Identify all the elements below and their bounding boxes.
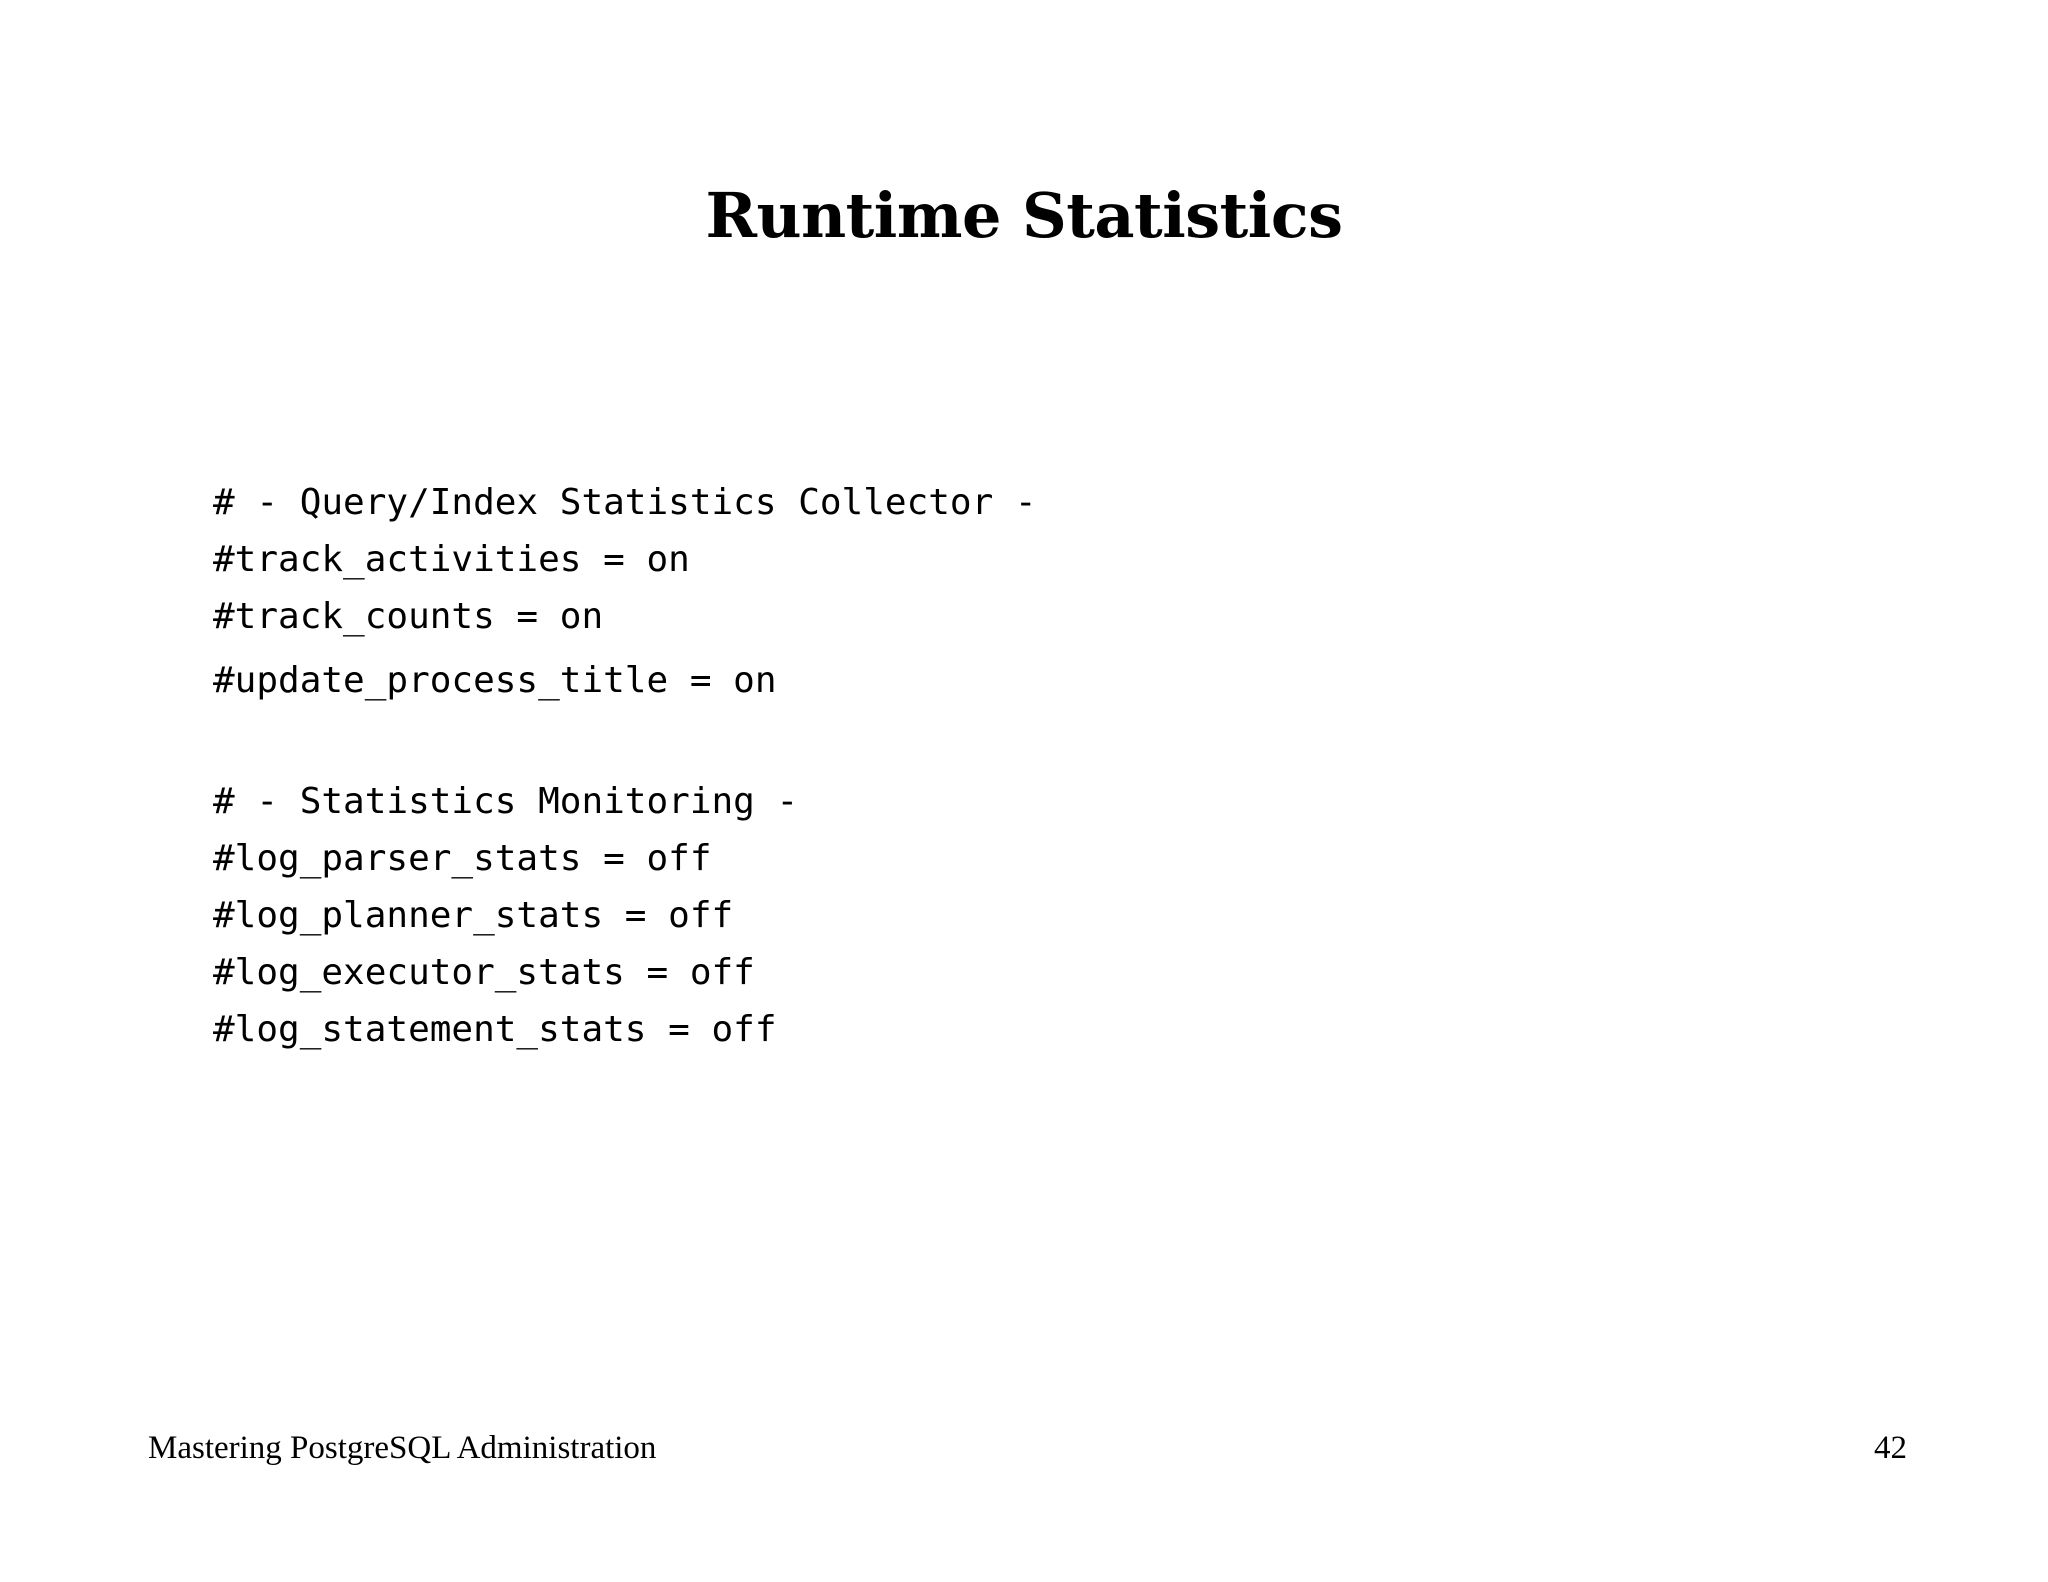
code-line: #update_process_title = on	[213, 660, 777, 701]
page-number: 42	[1874, 1430, 1907, 1466]
code-line-section-header: # - Statistics Monitoring -	[213, 781, 799, 822]
footer-book-title: Mastering PostgreSQL Administration	[148, 1430, 657, 1466]
code-line: #log_executor_stats = off	[213, 952, 755, 993]
page-title: Runtime Statistics	[705, 179, 1343, 252]
code-line: #track_counts = on	[213, 596, 604, 637]
code-line: #log_planner_stats = off	[213, 895, 734, 936]
code-line-section-header: # - Query/Index Statistics Collector -	[213, 482, 1037, 523]
code-line: #track_activities = on	[213, 539, 690, 580]
code-line: #log_statement_stats = off	[213, 1009, 777, 1050]
code-line: #log_parser_stats = off	[213, 838, 712, 879]
